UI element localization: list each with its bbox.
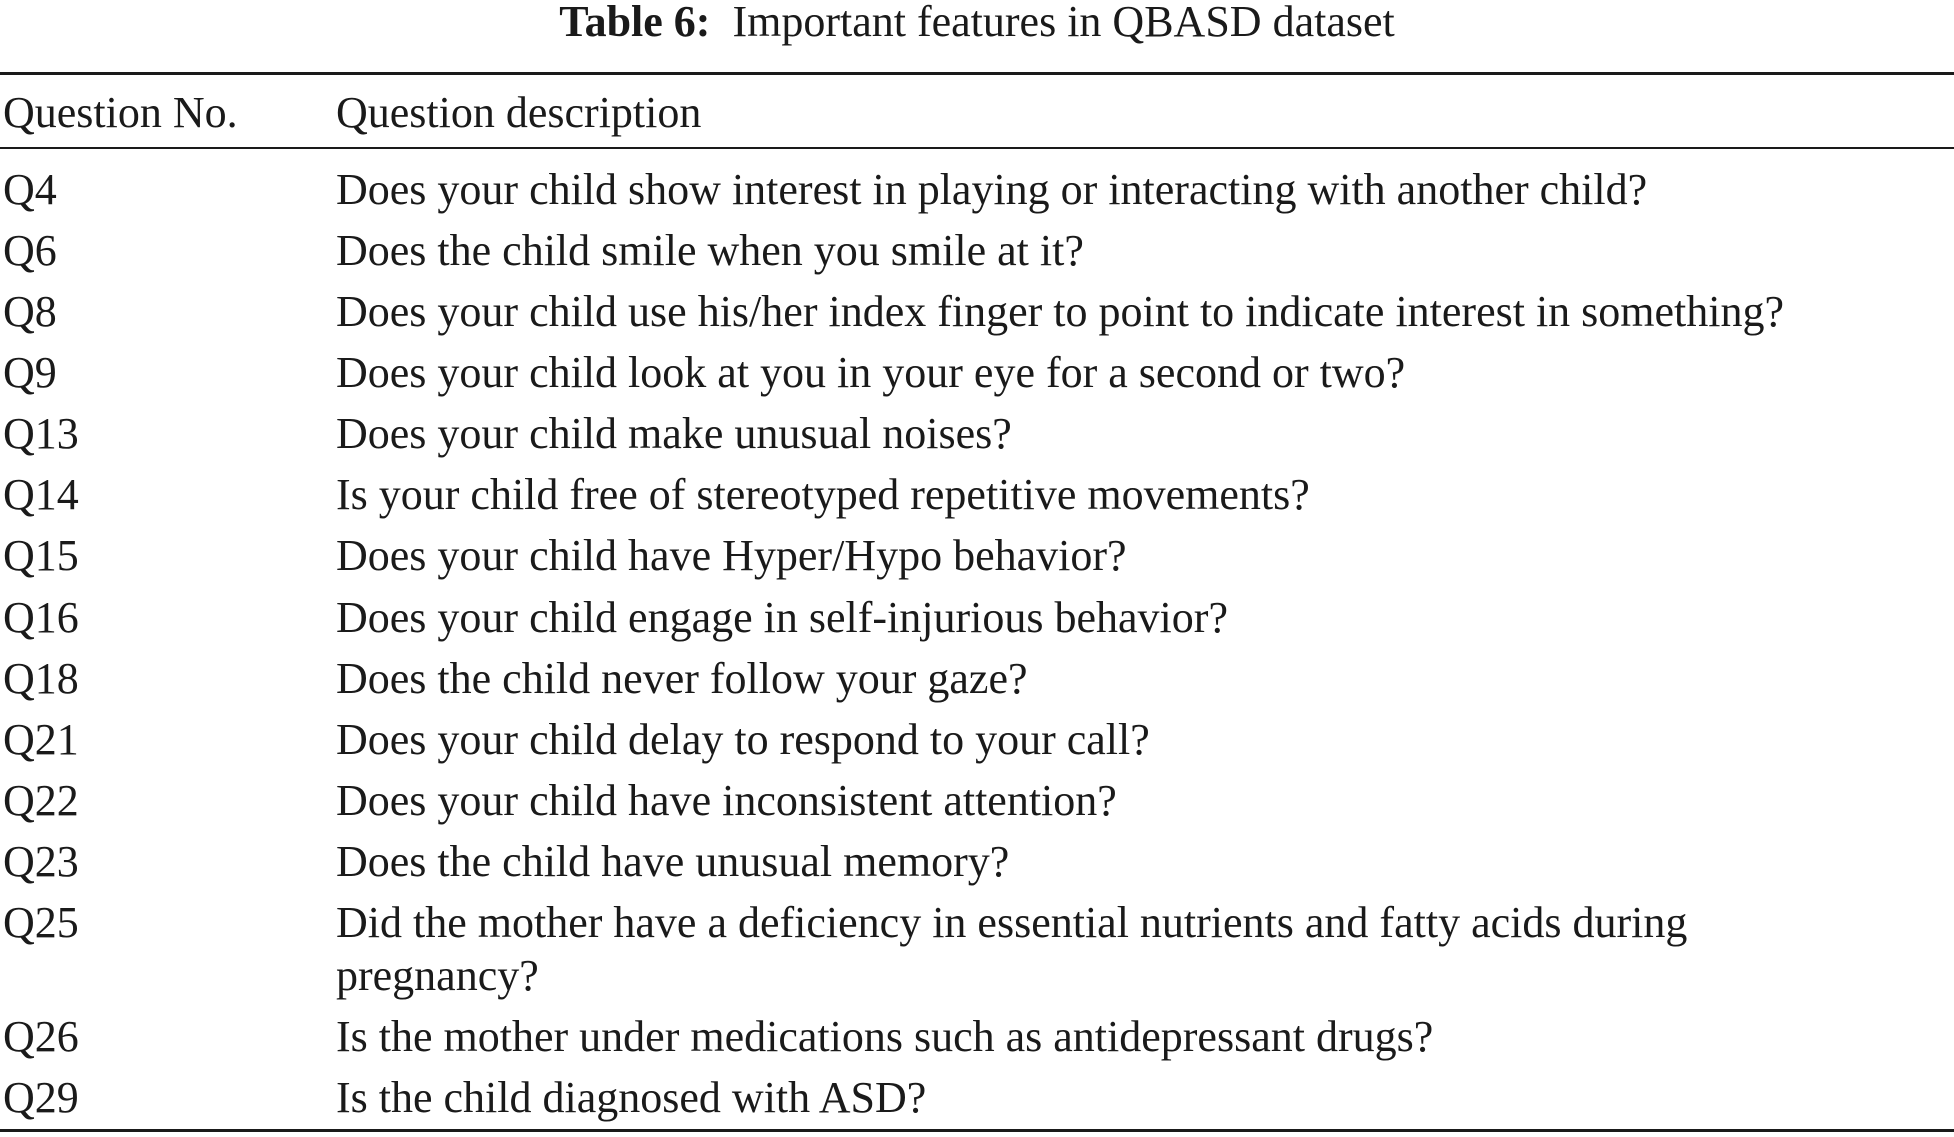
- question-no-cell: Q6: [3, 226, 57, 275]
- question-description-cell: Does your child make unusual noises?: [336, 409, 1012, 458]
- question-description-cell: Is the mother under medications such as antidepressant drugs?: [336, 1012, 1434, 1061]
- question-description-cell: Is your child free of stereotyped repetitive movements?: [336, 470, 1310, 519]
- question-description-cell: Does your child use his/her index finger to point to indicate interest in something?: [336, 287, 1785, 336]
- question-description-cell: Did the mother have a deficiency in essential nutrients and fatty acids during pregnancy?: [336, 898, 1688, 1000]
- table-caption-text: Important features in QBASD dataset: [732, 0, 1395, 46]
- question-no-cell: Q18: [3, 654, 79, 703]
- table-header-rule: [0, 147, 1954, 149]
- question-description-cell: Does the child have unusual memory?: [336, 837, 1010, 886]
- question-no-cell: Q21: [3, 715, 79, 764]
- question-no-cell: Q16: [3, 593, 79, 642]
- question-description-cell: Does the child never follow your gaze?: [336, 654, 1028, 703]
- question-no-cell: Q8: [3, 287, 57, 336]
- table-bottom-rule: [0, 1129, 1954, 1132]
- question-description-cell: Does your child engage in self-injurious behavior?: [336, 593, 1228, 642]
- question-description-cell: Does your child delay to respond to your call?: [336, 715, 1150, 764]
- question-no-cell: Q25: [3, 898, 79, 947]
- question-description-cell: Does your child show interest in playing or interacting with another child?: [336, 165, 1648, 214]
- question-no-cell: Q4: [3, 165, 57, 214]
- header-question-no: Question No.: [3, 88, 238, 137]
- question-description-cell: Does your child have inconsistent attention?: [336, 776, 1117, 825]
- question-no-cell: Q26: [3, 1012, 79, 1061]
- question-no-cell: Q23: [3, 837, 79, 886]
- table-top-rule: [0, 72, 1954, 75]
- question-description-cell: Does your child look at you in your eye for a second or two?: [336, 348, 1406, 397]
- table-caption: [0, 0, 1954, 50]
- question-no-cell: Q29: [3, 1073, 79, 1122]
- table-caption-label: Table 6:: [559, 0, 711, 46]
- header-question-description: Question description: [336, 88, 702, 137]
- question-description-cell: Is the child diagnosed with ASD?: [336, 1073, 927, 1122]
- question-no-cell: Q13: [3, 409, 79, 458]
- question-description-cell: Does the child smile when you smile at it?: [336, 226, 1084, 275]
- question-no-cell: Q9: [3, 348, 57, 397]
- question-no-cell: Q22: [3, 776, 79, 825]
- question-no-cell: Q15: [3, 531, 79, 580]
- question-description-cell: Does your child have Hyper/Hypo behavior?: [336, 531, 1127, 580]
- question-no-cell: Q14: [3, 470, 79, 519]
